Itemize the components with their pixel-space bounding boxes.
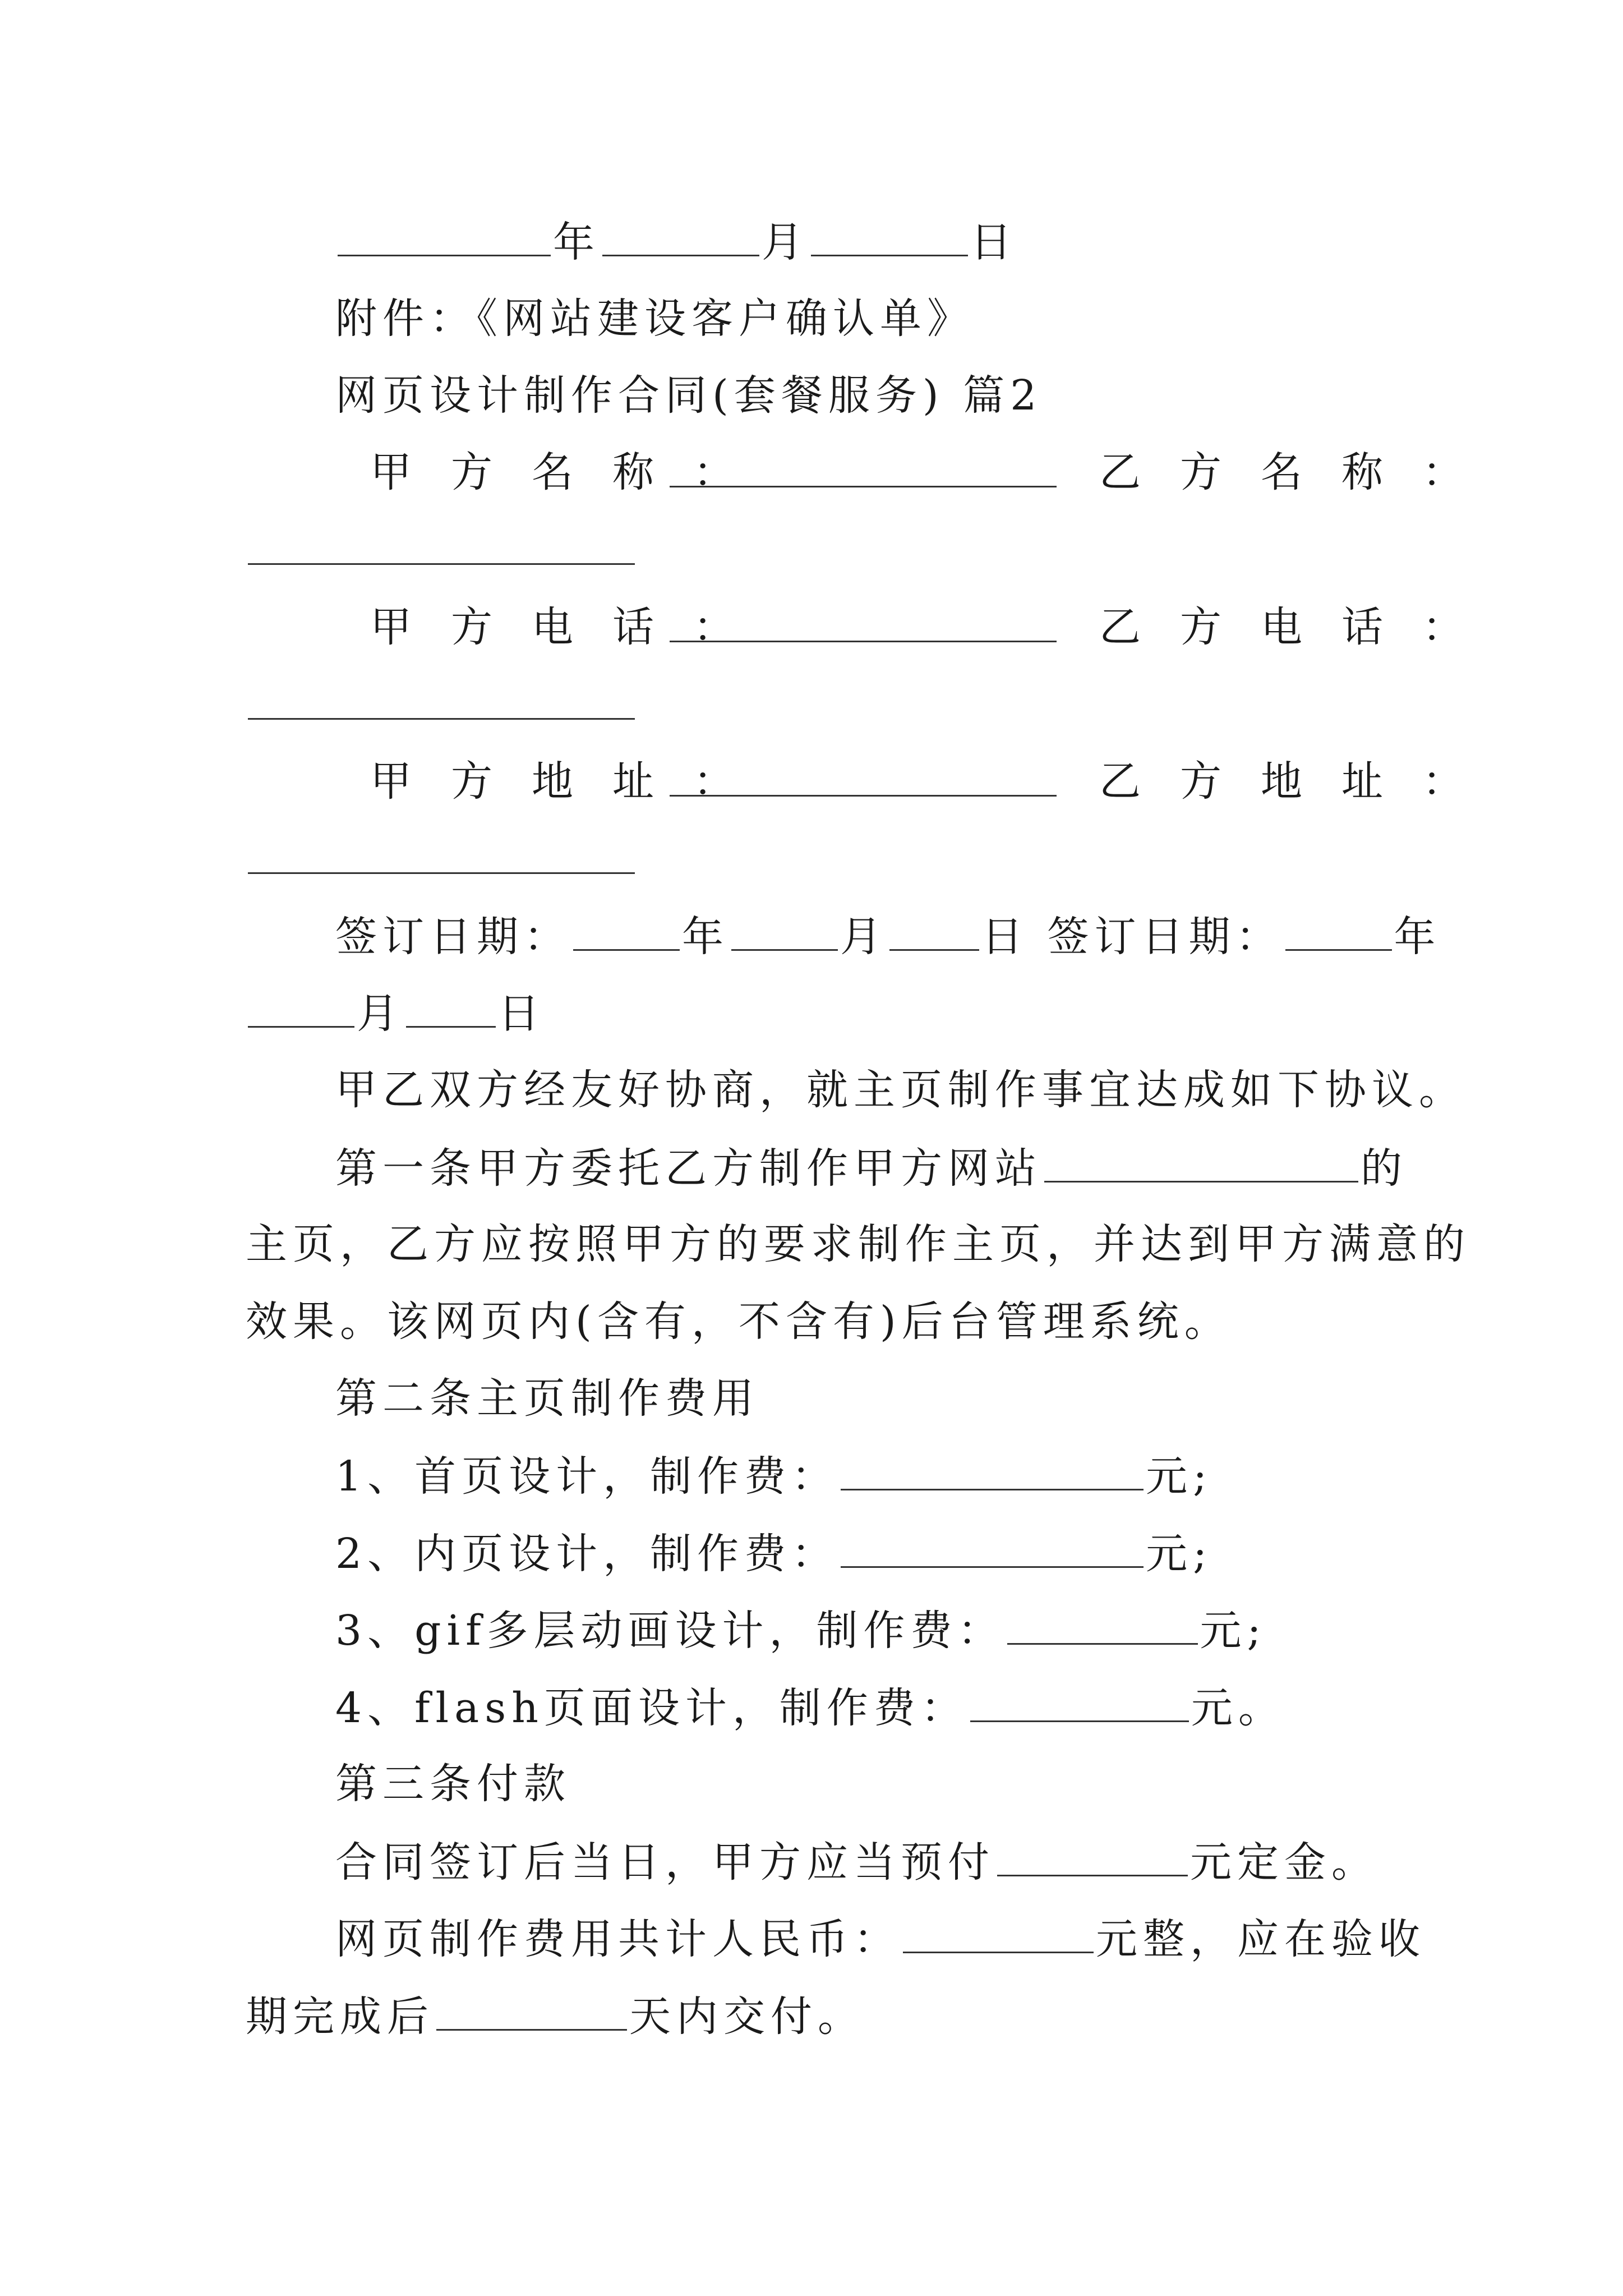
party-a-name-label: 甲方名称： [370,448,774,496]
day-label: 日 [970,218,1017,266]
day-blank[interactable] [811,213,968,256]
party-b-sign-month-blank[interactable] [248,984,354,1028]
party-b-phone-label: 乙方电话： [1099,603,1503,651]
fee-item-1-suffix: 元; [1146,1452,1213,1501]
month-blank[interactable] [602,213,759,256]
attachment-line: 附件：《网站建设客户确认单》 [335,295,974,343]
party-a-address-label: 甲方地址： [370,757,774,806]
party-b-sign-year: 年 [1394,913,1441,961]
fee-item-4 [335,1679,1285,1735]
sign-date-line [335,908,1441,964]
deposit-line [335,1833,1378,1889]
party-a-sign-date-label: 签订日期： [335,913,571,961]
fee-item-3-blank[interactable] [1007,1602,1198,1645]
party-b-sign-date-label: 签订日期： [1047,913,1283,961]
total-fee-blank[interactable] [903,1910,1094,1953]
deposit-blank[interactable] [997,1833,1188,1876]
fee-item-2 [335,1525,1212,1581]
fee-item-4-suffix: 元。 [1191,1684,1285,1732]
party-b-address-field[interactable] [246,831,637,887]
party-b-sign-year-blank[interactable] [1285,908,1392,951]
fee-item-3 [335,1602,1266,1658]
article2-title: 第二条主页制作费用 [335,1374,759,1423]
intro-paragraph: 甲乙双方经友好协商，就主页制作事宜达成如下协议。 [335,1066,1466,1114]
fee-item-1 [335,1447,1212,1503]
party-a-phone-label: 甲方电话： [370,603,774,651]
fee-item-2-blank[interactable] [841,1525,1144,1568]
article1-line1 [335,1139,1408,1195]
party-a-sign-month: 月 [840,913,887,961]
fee-item-3-label: 3、gif多层动画设计，制作费： [335,1607,1005,1655]
party-b-address-label: 乙方地址： [1099,757,1503,806]
fee-item-2-suffix: 元; [1146,1530,1213,1578]
year-label: 年 [553,218,600,266]
delivery-line [246,1987,865,2044]
article1-text: 第一条甲方委托乙方制作甲方网站 [335,1144,1042,1193]
total-fee-line [335,1910,1426,1966]
fee-item-4-blank[interactable] [970,1679,1189,1722]
article1-text-end: 的 [1361,1144,1408,1193]
party-b-sign-day-blank[interactable] [406,984,496,1028]
party-b-sign-day: 日 [498,990,545,1038]
section-title: 网页设计制作合同(套餐服务) 篇2 [335,371,1043,420]
party-a-sign-year-blank[interactable] [573,908,680,951]
party-b-phone-field[interactable] [246,677,637,733]
delivery-suffix: 天内交付。 [629,1993,865,2041]
party-a-sign-month-blank[interactable] [731,908,838,951]
party-b-name-label: 乙方名称： [1099,448,1503,496]
fee-item-1-blank[interactable] [841,1447,1144,1490]
article1-line3: 效果。该网页内(含有，不含有)后台管理系统。 [246,1297,1232,1346]
deposit-text: 合同签订后当日，甲方应当预付 [335,1838,995,1887]
month-label: 月 [762,218,809,266]
total-fee-text: 网页制作费用共计人民币： [335,1915,901,1963]
fee-item-2-label: 2、内页设计，制作费： [335,1530,839,1578]
article3-title: 第三条付款 [335,1760,571,1808]
party-a-name-field[interactable] [667,444,1059,500]
total-fee-suffix: 元整，应在验收 [1096,1915,1426,1963]
deposit-suffix: 元定金。 [1190,1838,1378,1887]
party-b-name-field[interactable] [246,522,637,578]
party-a-sign-day: 日 [981,913,1029,961]
delivery-text: 期完成后 [246,1993,434,2041]
party-a-phone-field[interactable] [667,599,1059,655]
fee-item-4-label: 4、flash页面设计，制作费： [335,1684,968,1732]
year-blank[interactable] [338,213,551,256]
website-name-blank[interactable] [1044,1139,1358,1182]
delivery-days-blank[interactable] [436,1987,627,2031]
sign-date-line-2 [246,984,545,1041]
party-a-sign-year: 年 [682,913,729,961]
party-b-sign-month: 月 [357,990,404,1038]
date-line [335,213,1017,269]
fee-item-1-label: 1、首页设计，制作费： [335,1452,839,1501]
party-a-sign-day-blank[interactable] [889,908,979,951]
party-a-address-field[interactable] [667,753,1059,809]
article1-line2: 主页，乙方应按照甲方的要求制作主页，并达到甲方满意的 [246,1220,1470,1268]
fee-item-3-suffix: 元; [1200,1607,1267,1655]
